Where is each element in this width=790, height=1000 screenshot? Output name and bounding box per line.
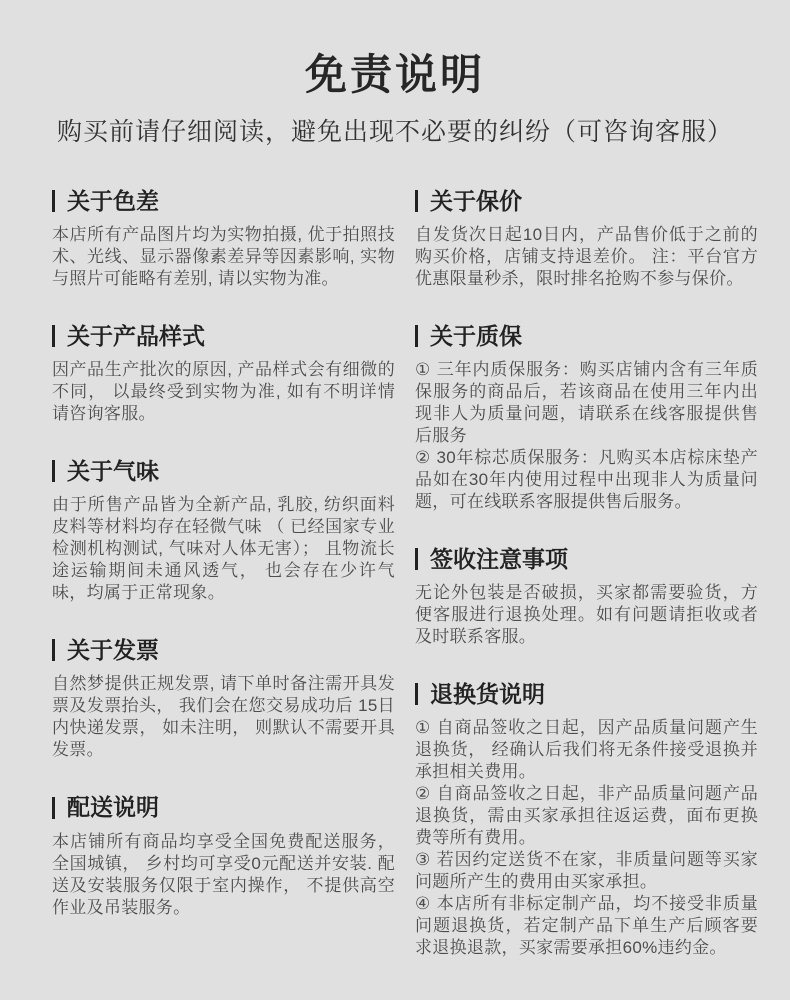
section-paragraph: ① 自商品签收之日起，因产品质量问题产生退换货， 经确认后我们将无条件接受退换并承担相关费用。: [415, 718, 758, 782]
left-column: [52, 189, 395, 994]
section-product-style: [52, 324, 395, 425]
section-warranty: [415, 324, 758, 513]
section-paragraph: ③ 若因约定送货不在家，非质量问题等买家问题所产生的费用由买家承担。: [415, 850, 758, 892]
section-heading: 配送说明: [67, 794, 159, 821]
section-paragraph: ④ 本店所有非标定制产品，均不接受非质量问题退换货，若定制产品下单生产后顾客要求退换退款，买家需要承担60%违约金。: [415, 894, 758, 958]
section-price-protection: [415, 189, 758, 290]
heading-bar: [415, 190, 418, 212]
heading-bar: [52, 325, 55, 347]
section-paragraph: 无论外包装是否破损，买家都需要验货，方便客服进行退换处理。如有问题请拒收或者及时联系客服。: [415, 583, 758, 647]
heading-bar: [52, 460, 55, 482]
section-paragraph: 由于所售产品皆为全新产品, 乳胶, 纺织面料皮料等材料均存在轻微气味 （ 已经国家专业检测机构测试, 气味对人体无害）； 且物流长途运输期间未通风透气， 也会存在少许气味，均属于正常现象。: [52, 495, 395, 603]
section-heading: 关于气味: [67, 458, 159, 485]
page-title: 免责说明: [304, 51, 485, 98]
page-subtitle: 购买前请仔细阅读，避免出现不必要的纠纷（可咨询客服）: [56, 118, 733, 147]
right-column: [415, 189, 758, 994]
section-heading: 签收注意事项: [430, 546, 568, 573]
heading-bar: [415, 683, 418, 705]
section-paragraph: 因产品生产批次的原因, 产品样式会有细微的不同， 以最终受到实物为准, 如有不明详情请咨询客服。: [52, 360, 395, 424]
section-paragraph: ② 自商品签收之日起，非产品质量问题产品退换货，需由买家承担往返运费，面布更换费等所有费用。: [415, 784, 758, 848]
section-receiving-notes: [415, 547, 758, 648]
section-paragraph: 自然梦提供正规发票, 请下单时备注需开具发票及发票抬头， 我们会在您交易成功后 15日内快递发票， 如未注明， 则默认不需要开具发票。: [52, 674, 395, 760]
section-heading: 关于发票: [67, 637, 159, 664]
section-heading: 退换货说明: [430, 681, 545, 708]
heading-bar: [415, 325, 418, 347]
section-heading: 关于产品样式: [67, 323, 205, 350]
section-heading: 关于保价: [430, 187, 522, 214]
section-heading: 关于质保: [430, 323, 522, 350]
section-paragraph: 自发货次日起10日内，产品售价低于之前的购买价格，店铺支持退差价。 注：平台官方优惠限量秒杀，限时排名抢购不参与保价。: [415, 225, 758, 289]
heading-bar: [52, 190, 55, 212]
section-paragraph: 本店所有产品图片均为实物拍摄, 优于拍照技术、光线、显示器像素差异等因素影响, 实物与照片可能略有差别, 请以实物为准。: [52, 225, 395, 289]
section-invoice: [52, 638, 395, 761]
two-column-layout: [52, 187, 758, 994]
heading-bar: [52, 639, 55, 661]
heading-bar: [52, 797, 55, 819]
section-return-policy: [415, 682, 758, 959]
section-delivery: [52, 795, 395, 918]
section-odor: [52, 459, 395, 604]
section-color-difference: [52, 189, 395, 290]
section-heading: 关于色差: [67, 187, 159, 214]
heading-bar: [415, 548, 418, 570]
section-paragraph: ① 三年内质保服务：购买店铺内含有三年质保服务的商品后，若该商品在使用三年内出现非人为质量问题，请联系在线客服提供售后服务: [415, 360, 758, 446]
section-paragraph: 本店铺所有商品均享受全国免费配送服务， 全国城镇， 乡村均可享受0元配送并安装. 配送及安装服务仅限于室内操作， 不提供高空作业及吊装服务。: [52, 831, 395, 917]
section-paragraph: ② 30年棕芯质保服务：凡购买本店棕床垫产品如在30年内使用过程中出现非人为质量问题，可在线联系客服提供售后服务。: [415, 448, 758, 512]
